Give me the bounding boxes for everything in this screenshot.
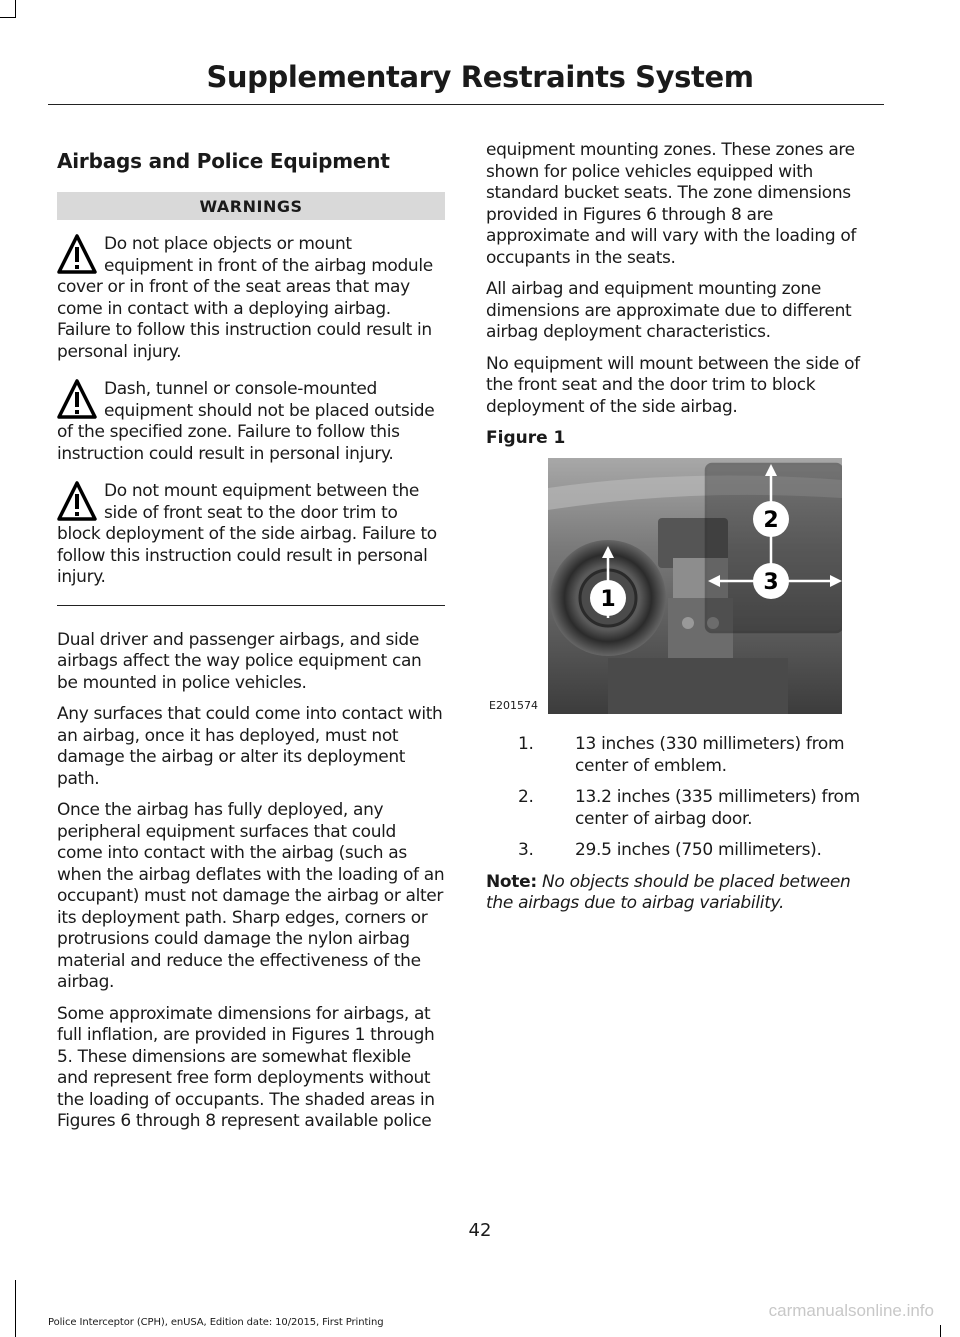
page-number: 42: [468, 1220, 492, 1241]
body-paragraph: Once the airbag has fully deployed, any peripheral equipment surfaces that could come into contact with the airbag (such as when the airbag deflates with the loading of an occupant) must not damage the airbag or alter its deployment path. Sharp edges, corners or protrusions could damage the nylon airbag material and reduce the effectiveness of the airbag.: [57, 800, 445, 992]
legend-text: 13 inches (330 millimeters) from center of emblem.: [575, 734, 845, 776]
warning-item: [57, 379, 445, 465]
figure-1: [486, 458, 842, 720]
left-column: [57, 140, 445, 1143]
body-paragraph: Some approximate dimensions for airbags, at full inflation, are provided in Figures 1 through 5. These dimensions are somewhat flexible and represent free form deployments without the loading of occupants. The shaded areas in Figures 6 through 8 represent available police: [57, 1003, 435, 1131]
note-label: Note:: [486, 871, 537, 892]
legend-number: 2.: [518, 787, 534, 807]
warning-text: Do not mount equipment between the side of front seat to the door trim to block deployment of the side airbag. Failure to follow this instruction could result in personal injury.: [57, 481, 437, 587]
legend-number: 1.: [518, 734, 534, 754]
warnings-header: WARNINGS: [57, 192, 445, 220]
callout-3: 3: [763, 570, 779, 595]
footer-edition: Police Interceptor (CPH), enUSA, Edition date: 10/2015, First Printing: [48, 1317, 384, 1328]
figure-legend: [486, 734, 880, 862]
legend-item: [486, 734, 880, 777]
body-paragraph: All airbag and equipment mounting zone dimensions are approximate due to different airbag deployment characteristics.: [486, 279, 852, 342]
dashboard-airbag-illustration: [548, 458, 842, 714]
crop-mark: [15, 1280, 16, 1337]
body-paragraph: Dual driver and passenger airbags, and side airbags affect the way police equipment can be mounted in police vehicles.: [57, 629, 422, 693]
legend-text: 29.5 inches (750 millimeters).: [575, 840, 822, 860]
crop-mark: [15, 0, 16, 18]
warning-text: Dash, tunnel or console-mounted equipment should not be placed outside of the specified zone. Failure to follow this instruction could result in personal injury.: [57, 379, 435, 464]
warning-item: [57, 481, 445, 589]
warning-triangle-icon: [57, 234, 97, 276]
figure-label: Figure 1: [486, 428, 566, 448]
header-rule: [48, 104, 884, 105]
warning-text: Do not place objects or mount equipment in front of the airbag module cover or in front of the seat areas that may come in contact with a deploying airbag. Failure to follow this instruction could result in personal injury.: [57, 234, 433, 362]
section-title: Airbags and Police Equipment: [57, 149, 390, 173]
crop-mark: [0, 17, 16, 18]
body-paragraph: equipment mounting zones. These zones are shown for police vehicles equipped with standard bucket seats. The zone dimensions provided in Figures 6 through 8 are approximate and will vary with the loading of occupants in the seats.: [486, 140, 857, 268]
crop-mark: [940, 1325, 941, 1337]
legend-text: 13.2 inches (335 millimeters) from center of airbag door.: [575, 787, 860, 829]
legend-number: 3.: [518, 840, 534, 860]
warning-item: [57, 234, 445, 363]
legend-item: [486, 787, 880, 830]
note-text: No objects should be placed between the airbags due to airbag variability.: [486, 871, 851, 913]
body-paragraph: Any surfaces that could come into contact with an airbag, once it has deployed, must not damage the airbag or alter its deployment path.: [57, 704, 443, 789]
note: [486, 872, 880, 915]
figure-code: E201574: [489, 699, 538, 712]
body-paragraph: No equipment will mount between the side of the front seat and the door trim to block deployment of the side airbag.: [486, 353, 860, 417]
legend-item: [486, 840, 880, 862]
callout-2: 2: [763, 508, 779, 533]
page-header-title: Supplementary Restraints System: [206, 60, 754, 94]
warning-triangle-icon: [57, 379, 97, 421]
warnings-rule: [57, 605, 445, 606]
watermark: carmanualsonline.info: [768, 1301, 934, 1320]
warning-triangle-icon: [57, 481, 97, 523]
right-column: [486, 140, 880, 915]
callout-1: 1: [600, 587, 616, 612]
